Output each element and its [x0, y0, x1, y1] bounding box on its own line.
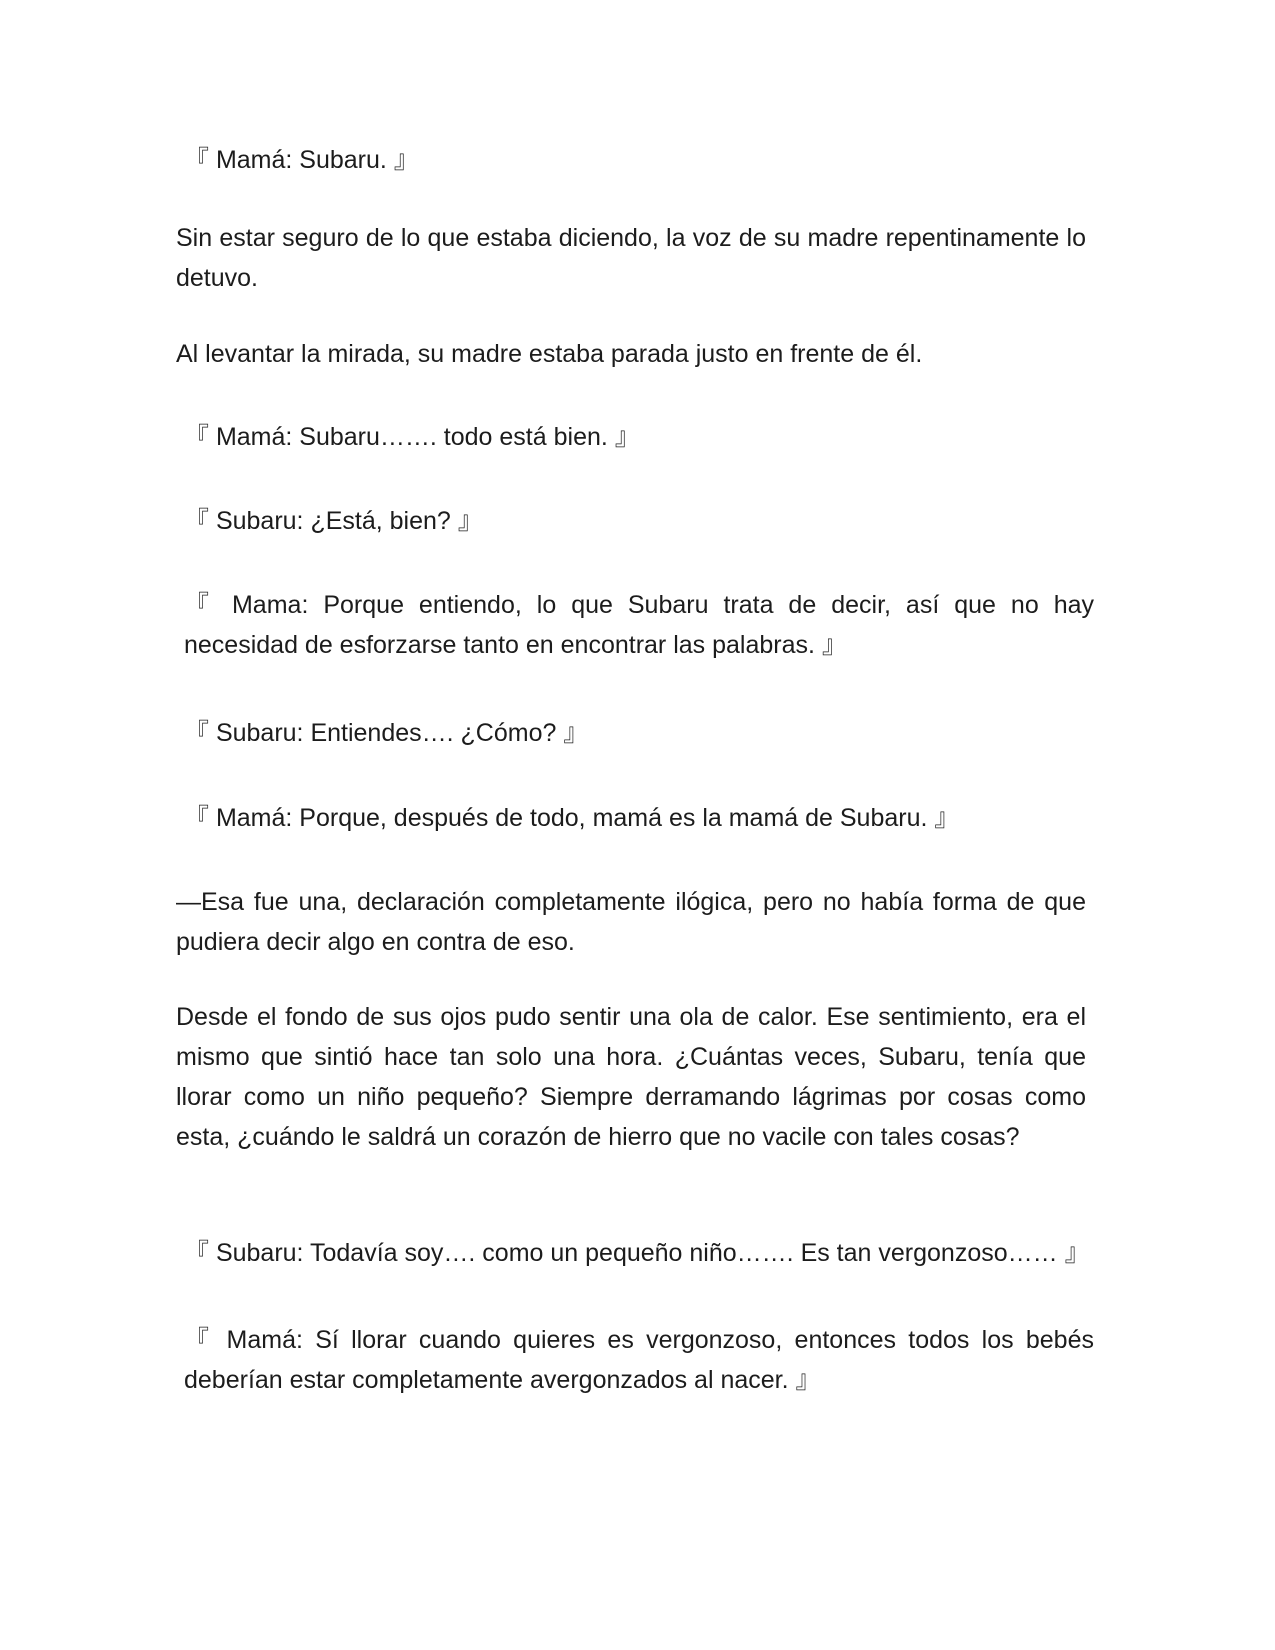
dialogue-line: 『 Subaru: Entiendes…. ¿Cómo? 』: [184, 719, 589, 747]
narration-paragraph: Al levantar la mirada, su madre estaba parada justo en frente de él.: [176, 340, 923, 368]
dialogue-line: 『 Subaru: Todavía soy…. como un pequeño niño……. Es tan vergonzoso…… 』: [184, 1239, 1090, 1267]
dialogue-line: 『 Mama: Porque entiendo, lo que Subaru trata de decir, así que no hay necesidad de esforzarse tanto en encontrar las palabras. 』: [184, 591, 1094, 659]
dialogue-line: 『 Mamá: Sí llorar cuando quieres es vergonzoso, entonces todos los bebés deberían estar completamente avergonzados al nacer. 』: [184, 1326, 1094, 1394]
dialogue-line: 『 Mamá: Subaru. 』: [184, 146, 419, 174]
dialogue-line: 『 Mamá: Subaru……. todo está bien. 』: [184, 423, 640, 451]
narration-paragraph: Desde el fondo de sus ojos pudo sentir una ola de calor. Ese sentimiento, era el mismo que sintió hace tan solo una hora. ¿Cuántas veces, Subaru, tenía que llorar como un niño pequeño? Siempre derramando lágrimas por cosas como esta, ¿cuándo le saldrá un corazón de hierro que no vacile con tales cosas?: [176, 1003, 1086, 1151]
narration-paragraph: Sin estar seguro de lo que estaba diciendo, la voz de su madre repentinamente lo detuvo.: [176, 224, 1086, 292]
dialogue-line: 『 Mamá: Porque, después de todo, mamá es la mamá de Subaru. 』: [184, 804, 960, 832]
dialogue-line: 『 Subaru: ¿Está, bien? 』: [184, 507, 483, 535]
narration-paragraph: —Esa fue una, declaración completamente ilógica, pero no había forma de que pudiera decir algo en contra de eso.: [176, 888, 1086, 956]
